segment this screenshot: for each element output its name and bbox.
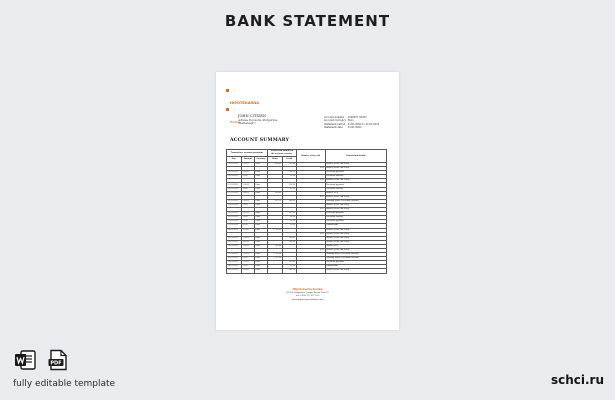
table-cell: Balance at the end of day (325, 232, 387, 236)
table-cell: Balance at the end of day (325, 195, 387, 199)
table-cell: Balance at the end of day (325, 208, 387, 212)
table-cell: 06.01.2022 (227, 187, 242, 191)
table-cell: 85.40 (282, 163, 296, 167)
table-cell: 13.00 (241, 257, 254, 261)
table-cell: 0.00 (296, 232, 325, 236)
table-header-amount: Amount (241, 157, 254, 163)
account-info-value: 1000871-53201 (347, 116, 367, 119)
table-cell: 11.00 (282, 265, 296, 269)
table-cell: Electronic transfer (325, 187, 387, 191)
table-cell: 07.01.2022 (227, 191, 242, 195)
table-cell: Balance at the end of day (325, 240, 387, 244)
table-cell: 0.00 (296, 167, 325, 171)
table-cell: Standing order (Electronic transfer) (325, 257, 387, 261)
account-info-label: Statement period (324, 122, 346, 126)
table-cell: Euro (254, 212, 267, 216)
customer-block (238, 115, 278, 126)
table-header-balance: Balance at the end (296, 150, 325, 163)
statement-document (216, 72, 399, 330)
table-cell: 0.00 (296, 248, 325, 252)
table-cell: Electronic transfer (325, 175, 387, 179)
table-cell: 04.01.2022 (227, 175, 242, 179)
table-cell: 28.01.2022 (227, 265, 242, 269)
table-cell: 111.00 (282, 261, 296, 265)
table-cell: 03.01.2022 (227, 171, 242, 175)
table-cell: 25.01.2022 (227, 253, 242, 257)
table-cell: 150.00 (282, 183, 296, 187)
table-cell: Balance at the end of day (325, 163, 387, 167)
table-cell: Euro (254, 261, 267, 265)
table-cell (296, 269, 325, 273)
table-cell: 113.00 (241, 253, 254, 257)
table-cell: 200.00 (282, 269, 296, 273)
table-cell: 128.00 (282, 236, 296, 240)
table-cell: 100.00 (282, 240, 296, 244)
table-cell: 100.00 (282, 199, 296, 203)
table-cell: 26.01.2022 (227, 257, 242, 261)
format-icons (14, 349, 75, 371)
table-header-debit: Debit (267, 157, 282, 163)
table-cell: 1,500.00 (267, 228, 282, 232)
table-cell: Electronic payment (325, 171, 387, 175)
table-cell: Euro (254, 203, 267, 207)
account-info-value: Euro (347, 119, 354, 123)
site-brand[interactable]: schci.ru (550, 373, 604, 387)
table-header-currency: Currency (254, 157, 267, 163)
account-info-row (324, 126, 379, 129)
footer-line: 81000 Podgorica, Josipa Broza Tita 67 (286, 291, 329, 295)
table-cell: Euro (254, 257, 267, 261)
table-cell: Euro (254, 171, 267, 175)
bank-logo-name: HIPOTEKARNA (230, 101, 260, 105)
account-info-value: 31/01/2022 (347, 125, 362, 129)
table-cell: Balance at the end of day (325, 248, 387, 252)
table-cell: Euro (254, 244, 267, 248)
table-cell: 11.00 (282, 175, 296, 179)
table-cell: Electronic payment (325, 261, 387, 265)
table-cell: Euro (254, 240, 267, 244)
table-cell: Balance at the end of day (325, 167, 387, 171)
table-cell: 300.00 (282, 171, 296, 175)
table-cell: 200.00 (241, 269, 254, 273)
table-cell: 300.00 (241, 171, 254, 175)
table-cell: Euro (254, 269, 267, 273)
table-cell: 145.00 (241, 212, 254, 216)
table-cell: 31.01.2022 (227, 269, 242, 273)
table-cell: 0.00 (296, 179, 325, 183)
table-cell: 01.01.2022 (227, 163, 242, 167)
table-cell: 13.00 (241, 203, 254, 207)
table-cell: 0.00 (296, 195, 325, 199)
table-cell: 0.00 (296, 208, 325, 212)
table-cell: Balance at the end of day (325, 228, 387, 232)
table-cell: Euro (254, 265, 267, 269)
table-cell: 100.00 (241, 240, 254, 244)
table-cell: Euro (254, 187, 267, 191)
table-cell: 111.00 (241, 261, 254, 265)
table-cell: Balance at the end of day (325, 236, 387, 240)
table-cell: 1,511.00 (267, 257, 282, 261)
table-cell: Euro (254, 183, 267, 187)
footer-line: tel: +382 20 407 100 (295, 294, 320, 298)
table-cell: 131.50 (267, 199, 282, 203)
table-cell: Euro (254, 220, 267, 224)
summary-title: ACCOUNT SUMMARY (230, 138, 290, 143)
table-cell: 13.00 (241, 224, 254, 228)
table-cell: 11.00 (282, 216, 296, 220)
table-cell: Euro (254, 253, 267, 257)
table-header-description: Transaction details (325, 150, 387, 163)
document-footer (216, 288, 399, 301)
customer-address-2: Montenegro (238, 121, 256, 126)
table-cell: 1,500.00 (267, 253, 282, 257)
table-cell: Balance at the end of day (325, 179, 387, 183)
customer-address-1: Adresa Ugovora, Podgorica, (238, 117, 278, 122)
table-cell (267, 269, 282, 273)
table-cell: 18.01.2022 (227, 228, 242, 232)
table-cell: Standing order (Electronic transfer) (325, 199, 387, 203)
table-cell: 131.05 (241, 163, 254, 167)
table-cell: 150.00 (241, 183, 254, 187)
table-cell: 10.01.2022 (227, 199, 242, 203)
table-cell: Standing order (Electronic transfer) (325, 253, 387, 257)
table-cell: Euro (254, 163, 267, 167)
table-cell: 1,900.00 (267, 163, 282, 167)
table-cell: 15.01.2022 (227, 220, 242, 224)
table-cell: 500.00 (241, 244, 254, 248)
table-cell: Balance at the end of day (325, 203, 387, 207)
table-header-date: Date (227, 157, 242, 163)
table-cell: 11.00 (282, 187, 296, 191)
table-cell: 24.01.2022 (227, 244, 242, 248)
table-cell: 21.01.2022 (227, 240, 242, 244)
table-cell: 13.00 (241, 265, 254, 269)
table-cell: 05.01.2022 (227, 183, 242, 187)
account-info-label: Account number (324, 116, 345, 119)
table-cell: 10.00 (241, 216, 254, 220)
table-cell: Balance ATM (325, 191, 387, 195)
table-cell: 128.00 (241, 236, 254, 240)
table-cell: Euro (254, 175, 267, 179)
table-header-group-2: Transaction amount in the account currency (267, 150, 296, 157)
table-cell: 145.00 (282, 212, 296, 216)
table-cell: Euro (254, 216, 267, 220)
table-cell: 500.00 (267, 244, 282, 248)
account-info (324, 116, 379, 129)
account-info-value: 01/01/2022 to 31/01/2022 (347, 122, 380, 126)
table-header-credit: Credit (282, 157, 296, 163)
table-cell: 121.00 (241, 199, 254, 203)
svg-text:PDF: PDF (50, 360, 62, 367)
table-cell: Electronic transfer (325, 216, 387, 220)
bank-logo-subtitle: BANKA (230, 120, 241, 124)
table-cell: 13.01.2022 (227, 212, 242, 216)
table-cell: Balance at the end of day (325, 269, 387, 273)
table-cell: 11.01.2022 (227, 203, 242, 207)
table-cell: 50.00 (241, 175, 254, 179)
table-cell: Balance ATM (325, 244, 387, 248)
table-cell: 17.01.2022 (227, 224, 242, 228)
account-info-label: Statement date (324, 125, 343, 129)
table-cell: 14.01.2022 (227, 216, 242, 220)
account-info-label: Account Currency (324, 119, 346, 123)
table-cell: 11.00 (282, 220, 296, 224)
template-caption: fully editable template (13, 379, 116, 389)
footer-bank-name: Hipotekarna banka (292, 287, 323, 291)
table-header-group-1: Transaction, account operations (227, 150, 268, 157)
table-cell: Euro (254, 228, 267, 232)
transactions-body (227, 163, 387, 274)
pdf-icon (47, 349, 69, 371)
table-cell: Commissions (325, 265, 387, 269)
customer-name: JOHN CITIZEN (238, 114, 267, 118)
table-cell: Electronic payment (325, 183, 387, 187)
page-title: BANK STATEMENT (224, 12, 391, 30)
table-cell: 500.00 (241, 191, 254, 195)
table-cell: Electronic payment (325, 212, 387, 216)
footer-line: www.hipotekarnabanka.com (291, 297, 324, 301)
table-cell: 11.00 (282, 224, 296, 228)
table-cell: 500.00 (267, 191, 282, 195)
table-cell: 101.00 (241, 228, 254, 232)
table-cell: Euro (254, 199, 267, 203)
table-cell: Euro (254, 191, 267, 195)
table-cell: Euro (254, 224, 267, 228)
table-cell: Euro (254, 236, 267, 240)
table-cell: Commissions (325, 224, 387, 228)
table-cell: 10.00 (241, 187, 254, 191)
transactions-table (226, 149, 387, 274)
table-cell: 20.01.2022 (227, 236, 242, 240)
table-cell: Electronic payment (325, 220, 387, 224)
word-icon (14, 349, 36, 371)
table-row (227, 269, 387, 273)
table-cell: 27.01.2022 (227, 261, 242, 265)
table-cell: 13.00 (241, 220, 254, 224)
